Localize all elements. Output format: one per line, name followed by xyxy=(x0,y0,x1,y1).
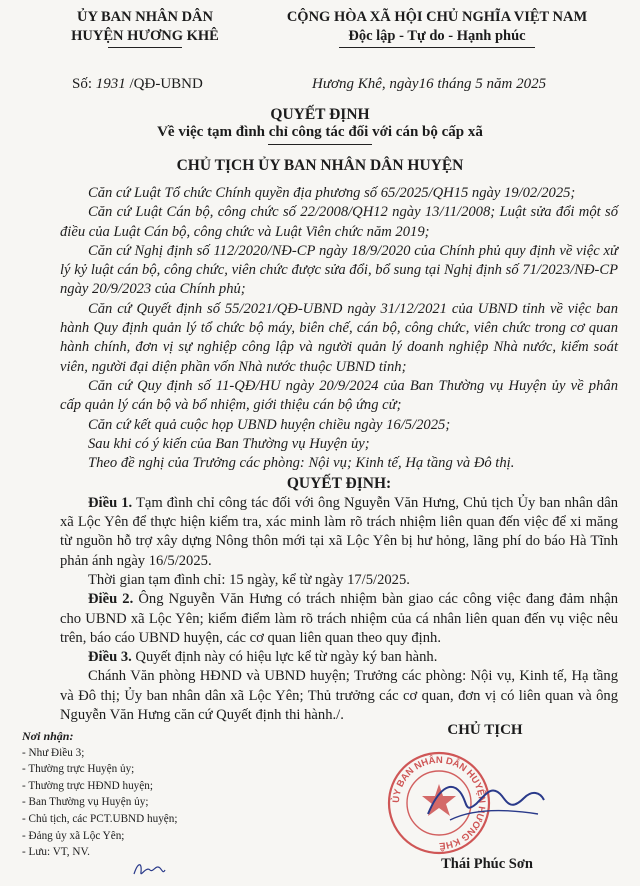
article-text: Thời gian tạm đình chỉ: 15 ngày, kể từ ngày 17/5/2025. xyxy=(88,571,410,588)
issue-date xyxy=(312,76,546,93)
date-day: 16 xyxy=(418,76,434,92)
date-month-year: tháng 5 năm 2025 xyxy=(433,76,547,92)
article-label: Điều 1. xyxy=(88,494,133,511)
nation-underline xyxy=(339,47,535,48)
recipients-title: Nơi nhận: xyxy=(22,729,74,743)
recipient-item: - Thường trực Huyện ủy; xyxy=(22,763,135,776)
recipients xyxy=(22,728,322,861)
article-3-execution xyxy=(60,667,618,725)
legal-basis: Căn cứ kết quả cuộc họp UBND huyện chiều ngày 16/5/2025; xyxy=(88,416,451,433)
article-1 xyxy=(60,494,618,571)
number-prefix: Số: xyxy=(72,76,93,92)
agency-line-1: ỦY BAN NHÂN DÂN xyxy=(76,9,213,25)
legal-basis: Căn cứ Quy định số 11-QĐ/HU ngày 20/9/2024 của Ban Thường vụ Huyện ủy về phân cấp quản lý cán bộ và bổ nhiệm, giới thiệu cán bộ ứng cử; xyxy=(60,377,618,414)
subject-underline xyxy=(268,144,372,145)
number-value: 1931 xyxy=(95,76,126,92)
archive-initials-signature xyxy=(132,858,166,882)
decision-heading: QUYẾT ĐỊNH: xyxy=(286,475,392,493)
issuing-authority: CHỦ TỊCH ỦY BAN NHÂN DÂN HUYỆN xyxy=(176,157,464,174)
article-2 xyxy=(60,590,618,648)
issuing-agency xyxy=(40,8,250,48)
legal-basis: Căn cứ Luật Tổ chức Chính quyền địa phương số 65/2025/QH15 ngày 19/02/2025; xyxy=(88,185,576,201)
legal-basis: Căn cứ Nghị định số 112/2020/NĐ-CP ngày 18/9/2020 của Chính phủ quy định về việc xử lý kỷ luật cán bộ, công chức, viên chức được sửa đổi, bổ sung tại Nghị định số 71/2023/NĐ-CP ngày 20/9/2023 của Chính phủ; xyxy=(60,242,618,298)
national-title xyxy=(262,8,612,48)
nation-line-1: CỘNG HÒA XÃ HỘI CHỦ NGHĨA VIỆT NAM xyxy=(286,9,588,25)
article-3 xyxy=(60,648,618,667)
article-text: Chánh Văn phòng HĐND và UBND huyện; Trưởng các phòng: Nội vụ, Kinh tế, Hạ tầng và Đô thị; Ủy ban nhân dân xã Lộc Yên; Thủ trưởng các cơ quan, đơn vị có liên quan và ông Nguyễn Văn Hưng căn cứ Quyết định thi hành./. xyxy=(60,668,618,724)
legal-basis: Sau khi có ý kiến của Ban Thường vụ Huyện ủy; xyxy=(88,435,370,452)
article-text: Ông Nguyễn Văn Hưng có trách nhiệm bàn giao các công việc đang đảm nhận cho UBND xã Lộc Yên; kiểm điểm làm rõ trách nhiệm của cá nhân liên quan đến vụ việc nêu trên, báo cáo UBND huyện, các cơ quan liên quan theo quy định. xyxy=(60,591,618,646)
article-text: Quyết định này có hiệu lực kể từ ngày ký ban hành. xyxy=(131,649,438,666)
recipient-item: - Ban Thường vụ Huyện ủy; xyxy=(22,796,149,809)
article-text: Tạm đình chỉ công tác đối với ông Nguyễn Văn Hưng, Chủ tịch Ủy ban nhân dân xã Lộc Yên để thực hiện kiểm tra, xác minh làm rõ trách nhiệm liên quan đến việc để xi măng từ nguồn hỗ trợ xây dựng Nông thôn mới tại xã Lộc Yên bị hư hỏng, lãng phí do báo Hà Tĩnh phản ánh ngày 16/5/2025. xyxy=(60,494,619,569)
legal-basis: Theo đề nghị của Trưởng các phòng: Nội vụ; Kinh tế, Hạ tầng và Đô thị. xyxy=(88,455,515,472)
signer-name: Thái Phúc Sơn xyxy=(441,856,533,872)
number-suffix: /QĐ-UBND xyxy=(129,76,203,92)
recipient-item: - Lưu: VT, NV. xyxy=(22,846,90,859)
article-label: Điều 3. xyxy=(88,649,132,666)
article-1-period xyxy=(60,571,618,590)
document-number xyxy=(72,76,203,93)
seal-text: ỦY BAN NHÂN DÂN HUYỆN HƯƠNG KHÊ xyxy=(390,754,488,852)
document-subject: Về việc tạm đình chỉ công tác đối với cán bộ cấp xã xyxy=(157,124,483,140)
nation-line-2: Độc lập - Tự do - Hạnh phúc xyxy=(348,28,526,44)
handwritten-signature xyxy=(420,770,550,830)
legal-basis: Căn cứ Luật Cán bộ, công chức số 22/2008/QH12 ngày 13/11/2008; Luật sửa đổi một số điều của Luật Cán bộ, công chức và Luật Viên chức năm 2019; xyxy=(60,204,618,240)
recipient-item: - Chủ tịch, các PCT.UBND huyện; xyxy=(22,812,178,825)
recipient-item: - Đảng ủy xã Lộc Yên; xyxy=(22,829,125,842)
recipient-item: - Thường trực HĐND huyện; xyxy=(22,779,153,792)
date-place: Hương Khê, ngày xyxy=(312,76,419,92)
recipient-item: - Như Điều 3; xyxy=(22,746,85,759)
agency-underline xyxy=(108,47,182,48)
legal-basis: Căn cứ Quyết định số 55/2021/QĐ-UBND ngày 31/12/2021 của UBND tỉnh về việc ban hành Quy định quản lý tổ chức bộ máy, biên chế, cán bộ, công chức, viên chức trong cơ quan hành chính, đơn vị sự nghiệp công lập và người quản lý doanh nghiệp Nhà nước, kiểm soát viên, người đại diện phần vốn Nhà nước thuộc UBND tỉnh; xyxy=(60,300,618,375)
document-type: QUYẾT ĐỊNH xyxy=(270,106,370,123)
document-body xyxy=(60,184,618,725)
signer-title: CHỦ TỊCH xyxy=(447,722,523,738)
article-label: Điều 2. xyxy=(88,591,134,608)
agency-line-2: HUYỆN HƯƠNG KHÊ xyxy=(71,28,219,44)
